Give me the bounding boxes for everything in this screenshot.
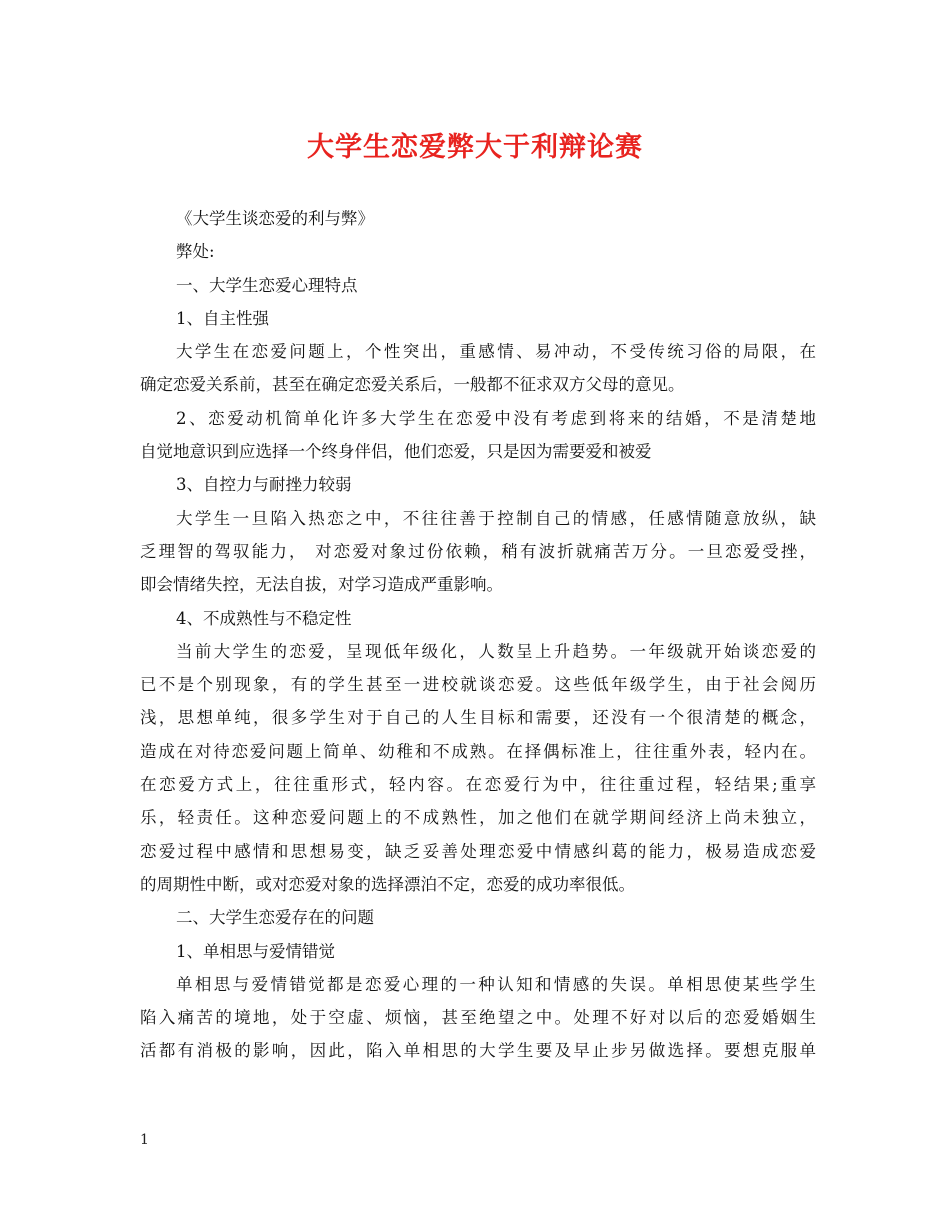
body-line: 《大学生谈恋爱的利与弊》 (176, 209, 374, 228)
body-line: 在恋爱方式上，往往重形式，轻内容。在恋爱行为中，往往重过程，轻结果;重享 (140, 775, 816, 795)
body-line: 二、大学生恋爱存在的问题 (176, 908, 374, 928)
body-line: 活都有消极的影响，因此，陷入单相思的大学生要及早止步另做选择。要想克服单 (140, 1041, 816, 1061)
body-line: 的周期性中断，或对恋爱对象的选择漂泊不定，恋爱的成功率很低。 (140, 874, 635, 894)
document-body (140, 202, 816, 1068)
body-line: 4、不成熟性与不稳定性 (176, 608, 352, 628)
body-line: 1、自主性强 (176, 308, 269, 328)
body-line: 即会情绪失控，无法自拔，对学习造成严重影响。 (140, 575, 503, 595)
body-line: 弊处: (176, 242, 215, 262)
document-title: 大学生恋爱弊大于利辩论赛 (307, 132, 643, 163)
body-line: 自觉地意识到应选择一个终身伴侣，他们恋爱，只是因为需要爱和被爱 (140, 442, 652, 462)
body-line: 乏理智的驾驭能力， 对恋爱对象过份依赖，稍有波折就痛苦万分。一旦恋爱受挫， (140, 541, 816, 561)
body-line: 浅，思想单纯，很多学生对于自己的人生目标和需要，还没有一个很清楚的概念， (140, 708, 816, 728)
body-line: 确定恋爱关系前，甚至在确定恋爱关系后，一般都不征求双方父母的意见。 (140, 375, 685, 395)
body-line: 1、单相思与爱情错觉 (176, 941, 335, 961)
body-line: 造成在对待恋爱问题上简单、幼稚和不成熟。在择偶标准上，往往重外表，轻内在。 (140, 741, 816, 761)
body-line: 恋爱过程中感情和思想易变，缺乏妥善处理恋爱中情感纠葛的能力，极易造成恋爱 (140, 841, 816, 861)
body-line: 大学生在恋爱问题上，个性突出，重感情、易冲动，不受传统习俗的局限，在 (176, 342, 816, 362)
body-line: 已不是个别现象，有的学生甚至一进校就谈恋爱。这些低年级学生，由于社会阅历 (140, 675, 816, 695)
body-line: 3、自控力与耐挫力较弱 (176, 475, 352, 495)
page-number: 1 (140, 1132, 149, 1148)
body-line: 陷入痛苦的境地，处于空虚、烦恼，甚至绝望之中。处理不好对以后的恋爱婚姻生 (140, 1008, 816, 1028)
body-line: 2、恋爱动机简单化许多大学生在恋爱中没有考虑到将来的结婚，不是清楚地 (176, 408, 816, 428)
body-line: 当前大学生的恋爱，呈现低年级化，人数呈上升趋势。一年级就开始谈恋爱的 (176, 641, 816, 661)
body-line: 乐，轻责任。这种恋爱问题上的不成熟性，加之他们在就学期间经济上尚未独立， (140, 808, 816, 828)
body-line: 单相思与爱情错觉都是恋爱心理的一种认知和情感的失误。单相思使某些学生 (176, 974, 816, 994)
body-line: 一、大学生恋爱心理特点 (176, 275, 358, 295)
body-line: 大学生一旦陷入热恋之中，不往往善于控制自己的情感，任感情随意放纵，缺 (176, 508, 816, 528)
